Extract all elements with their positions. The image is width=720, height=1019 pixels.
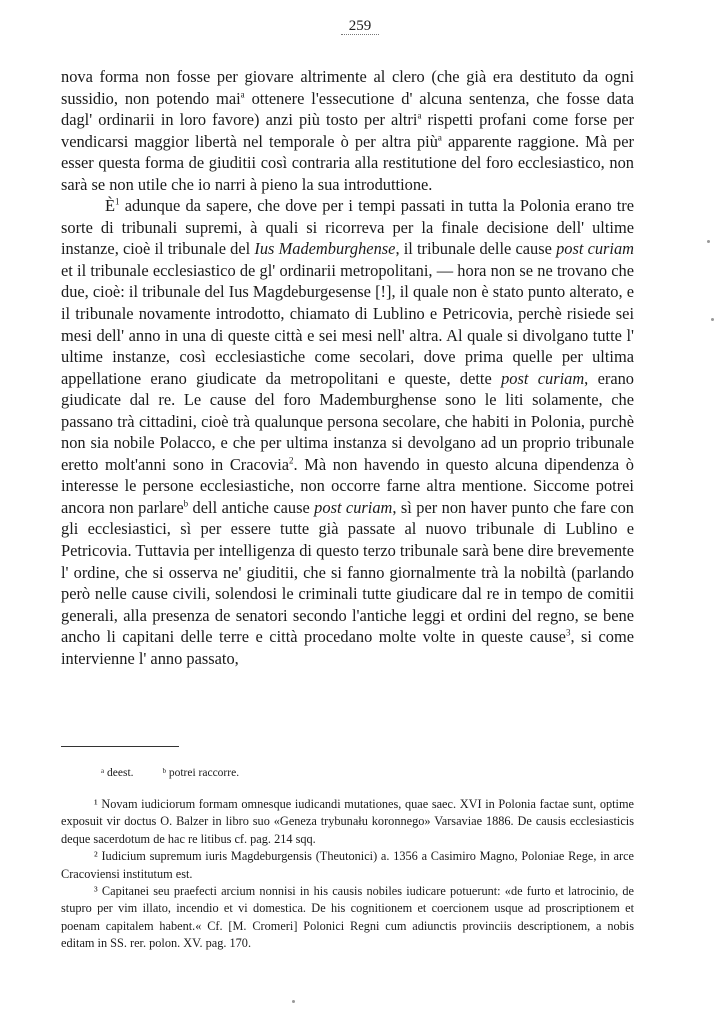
- scan-speck: [711, 318, 714, 321]
- scan-speck: [707, 240, 710, 243]
- text-run: , il tribunale delle cause: [395, 239, 557, 259]
- variant-note-ref: a: [437, 132, 442, 143]
- text-run: adunque da sapere, che dove per i tempi passati in tutta la Polonia erano tre sorte di tribunali supremi, à quali si ricorreva per la finale decisione dell' ultime instanze, cioè il tribunale del: [61, 196, 634, 259]
- italic-term: post curiam: [314, 497, 393, 517]
- variant-note-ref: a: [240, 89, 245, 100]
- footnote-1: ¹ Novam iudiciorum formam omnesque iudicandi mutationes, quae saec. XVI in Polonia factae sunt, optime exposuit vir doctus O. Balzer in libro suo «Geneza trybunału koronnego» Varsaviae 1886. De causis ecclesiasticis deque sacerdotum de hac re litibus cf. pag. 214 sqq.: [61, 797, 634, 846]
- variant-note-a: ᵃ deest.: [101, 767, 134, 779]
- text-run: , erano giudicate dal re. Le cause del foro Mademburghense sono le liti solamente, che passano trà cittadini, cioè trà qualunque persona secolare, che habiti in Polonia, purchè non sia nobile Polacco, e che per ultima instanza si devolgano ad un proprio tribunale eretto molt'anni sono in Cracovia: [61, 368, 634, 474]
- paragraph-2: [61, 195, 634, 669]
- page-number: [0, 18, 720, 35]
- footnote-2: ² Iudicium supremum iuris Magdeburgensis (Theutonici) a. 1356 a Casimiro Magno, Poloniae Rege, in arce Cracoviensi institutum est.: [61, 849, 634, 881]
- footnotes: [61, 796, 634, 953]
- variant-note-ref: b: [183, 498, 189, 509]
- footnote-3: ³ Capitanei seu praefecti arcium nonnisi in his causis nobiles iudicare potuerunt: «de furto et latrocinio, de stupro per vim illato, incendio et vi domestica. De his cognitionem et coercionem usque ad proscriptionem et poenam capitalem habent.« Cf. [M. Cromeri] Polonici Regni cum adiunctis provinciis descriptionem, a nobis editam in SS. rer. polon. XV. pag. 170.: [61, 884, 634, 951]
- variant-note-ref: a: [417, 110, 422, 121]
- text-run: dell antiche cause: [188, 497, 315, 517]
- footnote-ref: 2: [289, 455, 294, 466]
- text-run: nova forma non fosse per giovare altrimente al clero (che già era destituto da ogni sussidio, non potendo mai: [61, 67, 634, 108]
- text-run: ottenere l'essecutione d' alcuna sentenza, che fosse data dagl' ordinarii in loro favore) anzi più tosto per altri: [61, 88, 634, 130]
- footnote-divider: [61, 746, 179, 747]
- italic-term: Ius Mademburghense: [254, 239, 396, 259]
- paragraph-1: [61, 66, 634, 195]
- text-run: . Mà non havendo in questo alcuna dipendenza ò interesse le persone ecclesiastiche, non occorre farne altra mentione. Siccome potrei ancora non parlare: [61, 454, 634, 517]
- text-run: apparente raggione. Mà per esser questa forma de giuditii così contraria alla restitutione del foro ecclesiastico, non sarà se non utile che io narri à pieno la sua introduttione.: [61, 131, 634, 194]
- text-run: È: [105, 196, 116, 216]
- scan-speck: [292, 1000, 295, 1003]
- italic-term: post curiam: [501, 368, 585, 388]
- variant-notes: [101, 767, 265, 779]
- text-run: , si come intervienne l' anno passato,: [61, 627, 634, 668]
- footnote-ref: 3: [565, 627, 571, 638]
- page-number-value: 259: [341, 18, 380, 35]
- text-run: et il tribunale ecclesiastico de gl' ordinarii metropolitani, — hora non se ne trovano che due, cioè: il tribunale del Ius Magdeburgesense [!], il quale non è stato punto alterato, e il tribunale novamente introdotto, chiamato di Lublino e Petricovia, perchè risiede sei mesi dell' anno in una di queste città e sei mesi nell' altra. Al quale si divolgano tutte l' ultime instanze, così ecclesiastiche come secolari, dove prima quelle per ultima appellatione erano giudicate da metropolitani e queste, dette: [61, 260, 634, 388]
- text-run: , sì per non haver punto che fare con gli ecclesiastici, sì per essere tutte già passate al nuovo tribunale di Lublino e Petricovia. Tuttavia per intelligenza di questo terzo tribunale sarà bene dire brevemente l' ordine, che si osserva ne' giuditii, che si fanno giornalmente trà la nobiltà (parlando però nelle cause civili, solendosi le criminali tutte giudicare dal re in tempo de comitii generali, alla presenza de senatori secondo l'antiche leggi et ordini del regno, se bene ancho li capitani delle terre e città procedano molte volte in queste cause: [61, 497, 635, 647]
- italic-term: post curiam: [556, 239, 635, 259]
- main-text: [61, 66, 634, 669]
- variant-note-b: ᵇ potrei raccorre.: [162, 767, 240, 779]
- text-run: rispetti profani come forse per vendicarsi maggior libertà nel temporale ò per altra più: [61, 110, 635, 151]
- footnote-ref: 1: [115, 196, 120, 207]
